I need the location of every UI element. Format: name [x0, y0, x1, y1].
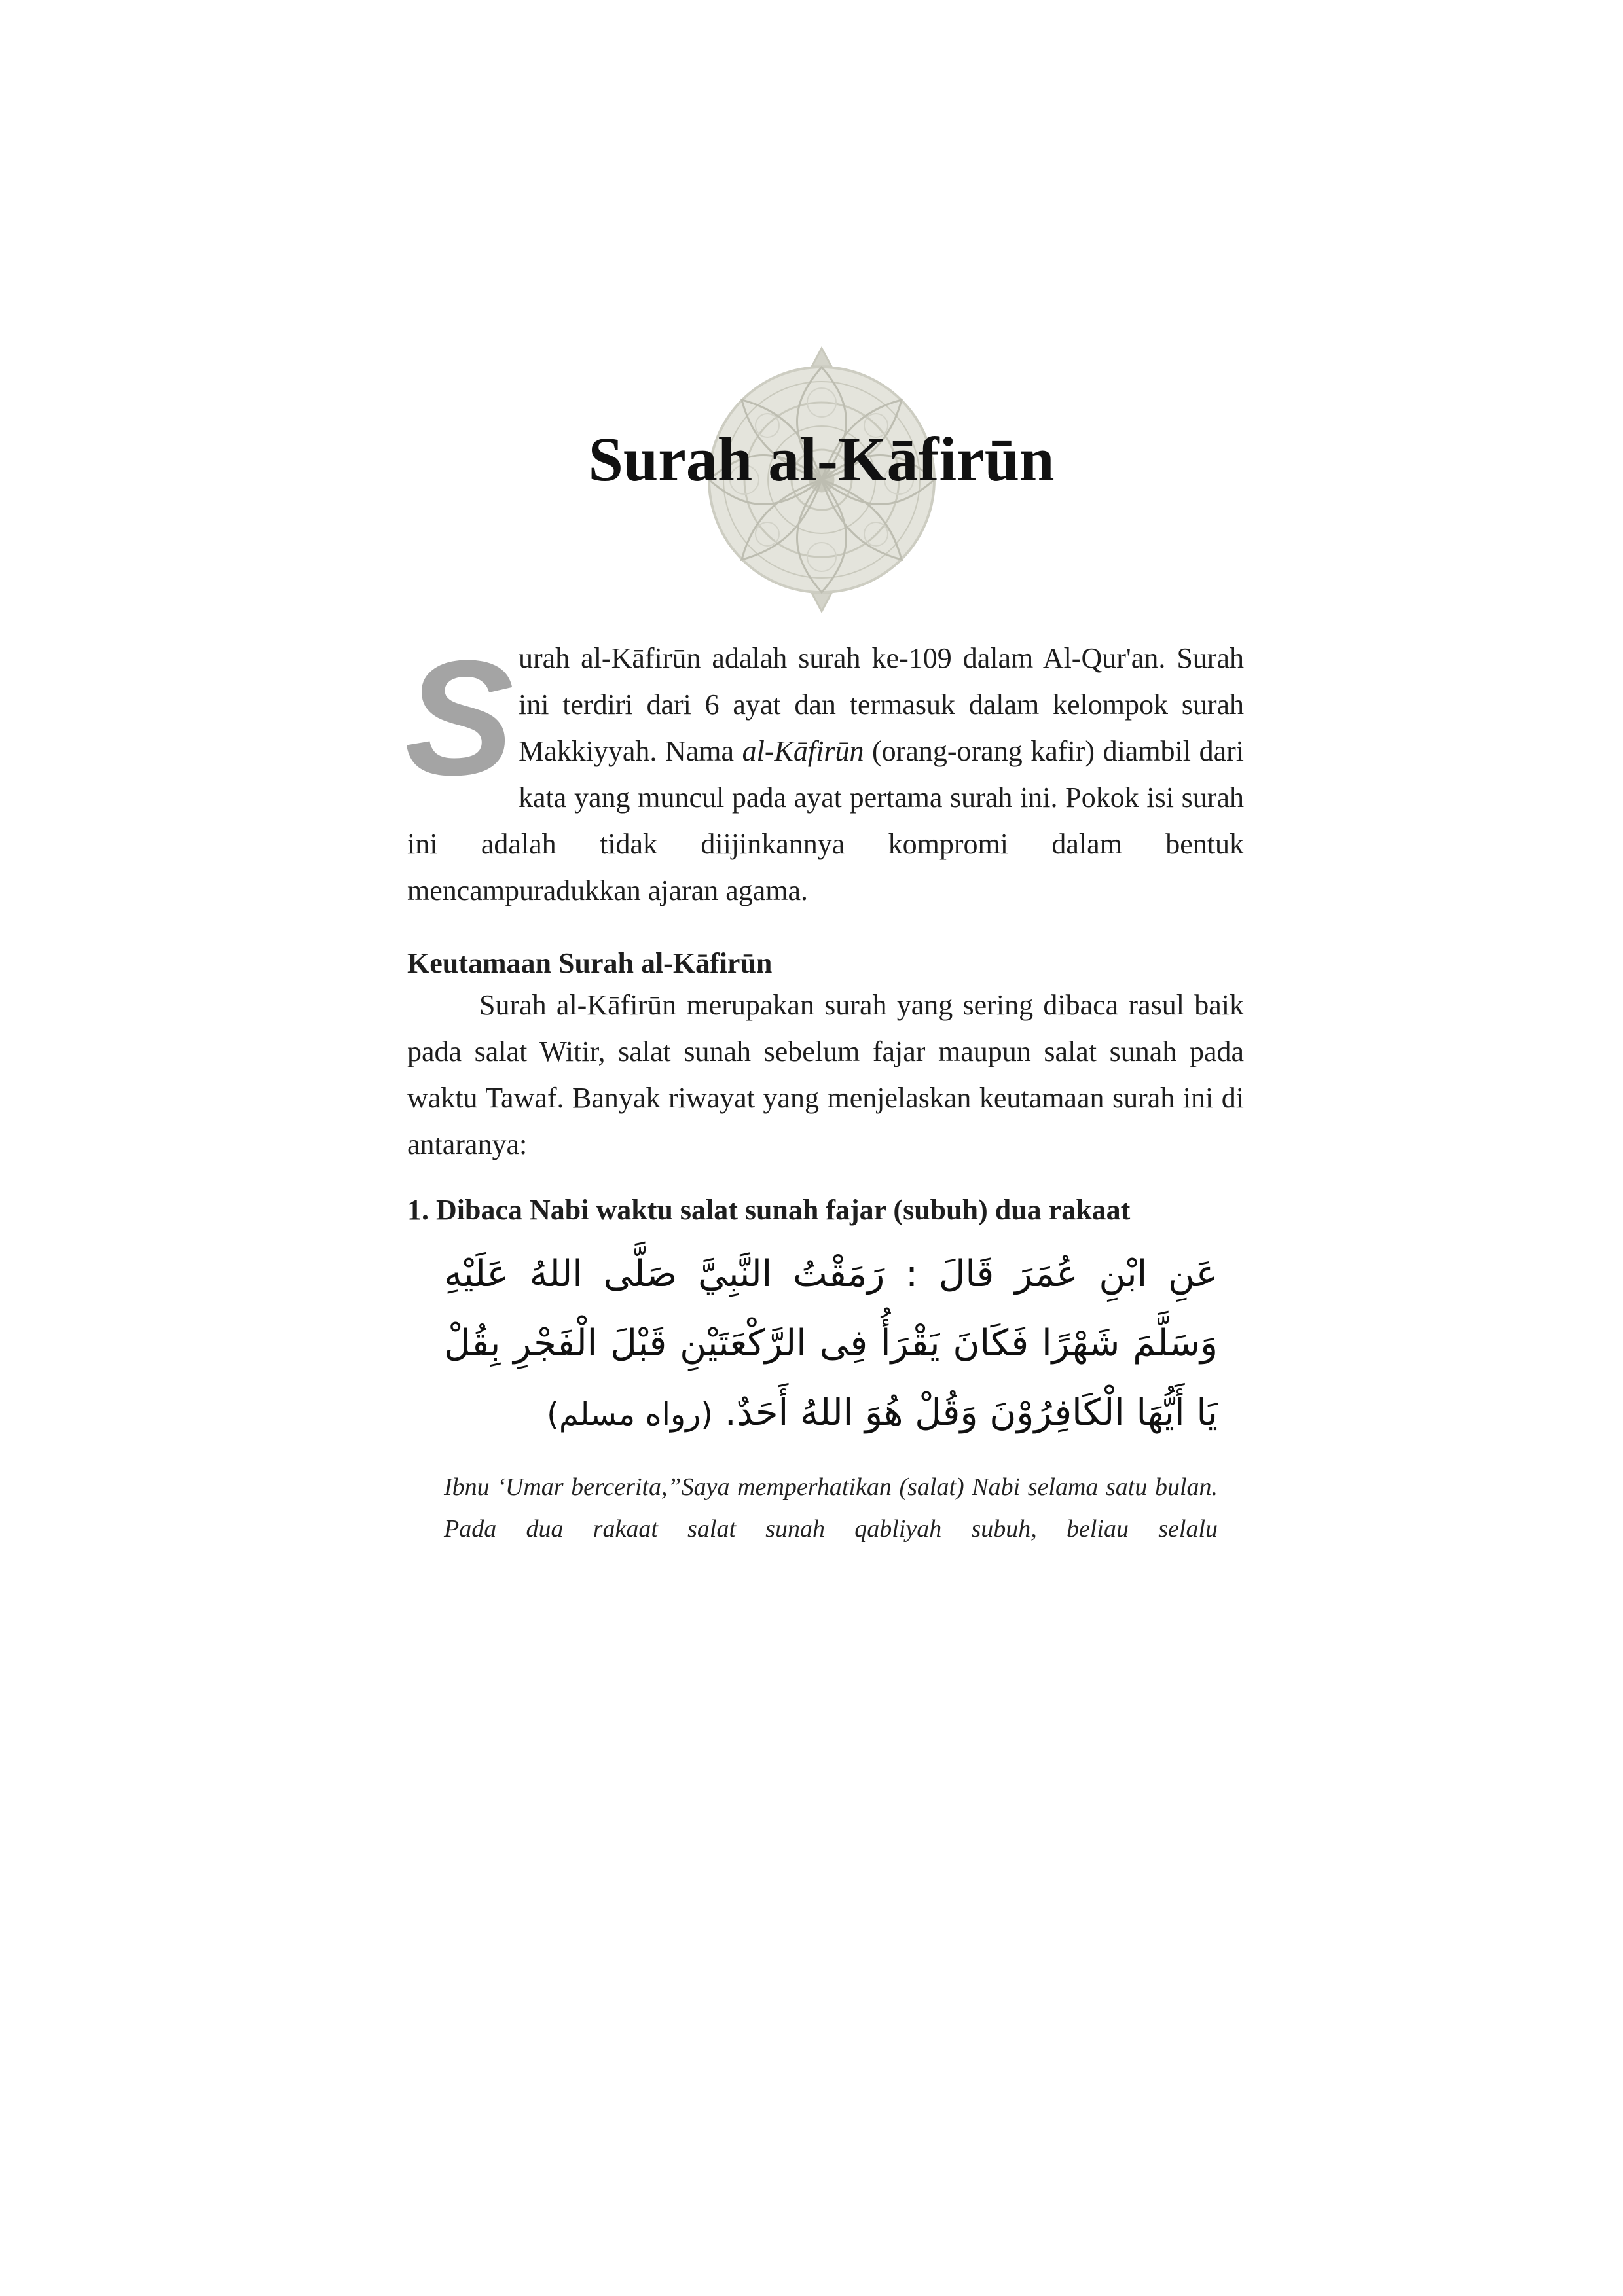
intro-text-part2: (orang-orang kafir) diambil dari kata yang muncul pada ayat pertama surah ini. Pokok isi surah ini adalah tidak diijinkannya kompromi dalam bentuk mencampuradukkan ajaran agama. [407, 735, 1244, 906]
page-title: Surah al-Kāfirūn [588, 424, 1055, 494]
section-heading: Keutamaan Surah al-Kāfirūn [407, 947, 773, 979]
section-paragraph: Surah al-Kāfirūn merupakan surah yang sering dibaca rasul baik pada salat Witir, salat sunah sebelum fajar maupun salat sunah pada waktu Tawaf. Banyak riwayat yang menjelaskan keutamaan surah ini di antaranya: [407, 989, 1244, 1160]
intro-text-part1: urah al-Kāfirūn adalah surah ke-109 dalam Al-Qur'an. Surah ini terdiri dari 6 ayat dan termasuk dalam kelompok surah Makkiyyah. Nama [519, 642, 1244, 767]
intro-paragraph [405, 626, 1244, 914]
drop-cap [405, 626, 516, 809]
hadith-arabic [444, 1240, 1218, 1449]
hadith-translation: Ibnu ‘Umar bercerita,”Saya memperhatikan (salat) Nabi selama satu bulan. Pada dua rakaat salat sunah qabliyah subuh, beliau selalu [444, 1473, 1218, 1543]
item-heading: 1. Dibaca Nabi waktu salat sunah fajar (subuh) dua rakaat [407, 1194, 1131, 1226]
hadith-arabic-text: عَنِ ابْنِ عُمَرَ قَالَ : رَمَقْتُ النَّبِيَّ صَلَّى اللهُ عَلَيْهِ وَسَلَّمَ شَهْرًا فَكَانَ يَقْرَأُ فِى الرَّكْعَتَيْنِ قَبْلَ الْفَجْرِ بِقُلْ يَا أَيُّهَا الْكَافِرُوْنَ وَقُلْ هُوَ اللهُ أَحَدٌ. [444, 1253, 1218, 1434]
drop-cap-letter: S [405, 626, 514, 809]
article-body [405, 626, 1244, 1550]
intro-surah-name: al-Kāfirūn [742, 735, 864, 767]
hadith-source: (رواه مسلم) [547, 1396, 714, 1433]
